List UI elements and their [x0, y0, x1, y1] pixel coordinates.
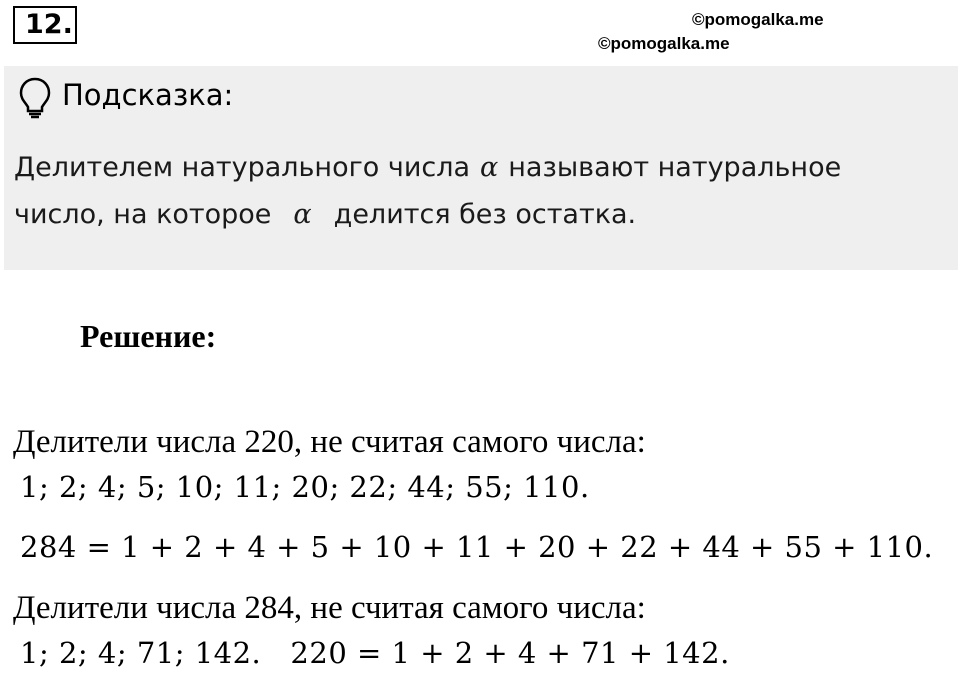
hint-text: Делителем натурального числа α называют натуральное число, на которое α делится без остатка.	[14, 152, 842, 230]
solution-line: 1; 2; 4; 71; 142. 220 = 1 + 2 + 4 + 71 + 142.	[20, 636, 730, 670]
solution-line: Делители числа 220, не считая самого числа:	[13, 424, 646, 460]
solution-title: Решение:	[80, 318, 217, 354]
lightbulb-icon	[18, 76, 52, 124]
task-number: 12.	[13, 6, 77, 44]
hint-title: Подсказка:	[62, 78, 234, 112]
solution-line: 1; 2; 4; 5; 10; 11; 20; 22; 44; 55; 110.	[20, 470, 590, 504]
solution-line: 284 = 1 + 2 + 4 + 5 + 10 + 11 + 20 + 22 + 44 + 55 + 110.	[20, 530, 934, 564]
solution-line: Делители числа 284, не считая самого числа:	[13, 590, 646, 626]
watermark: ©pomogalka.me	[598, 34, 730, 53]
watermark: ©pomogalka.me	[692, 10, 824, 29]
variable-alpha: α	[480, 152, 499, 183]
hint-box	[4, 66, 958, 270]
variable-alpha: α	[293, 199, 312, 230]
